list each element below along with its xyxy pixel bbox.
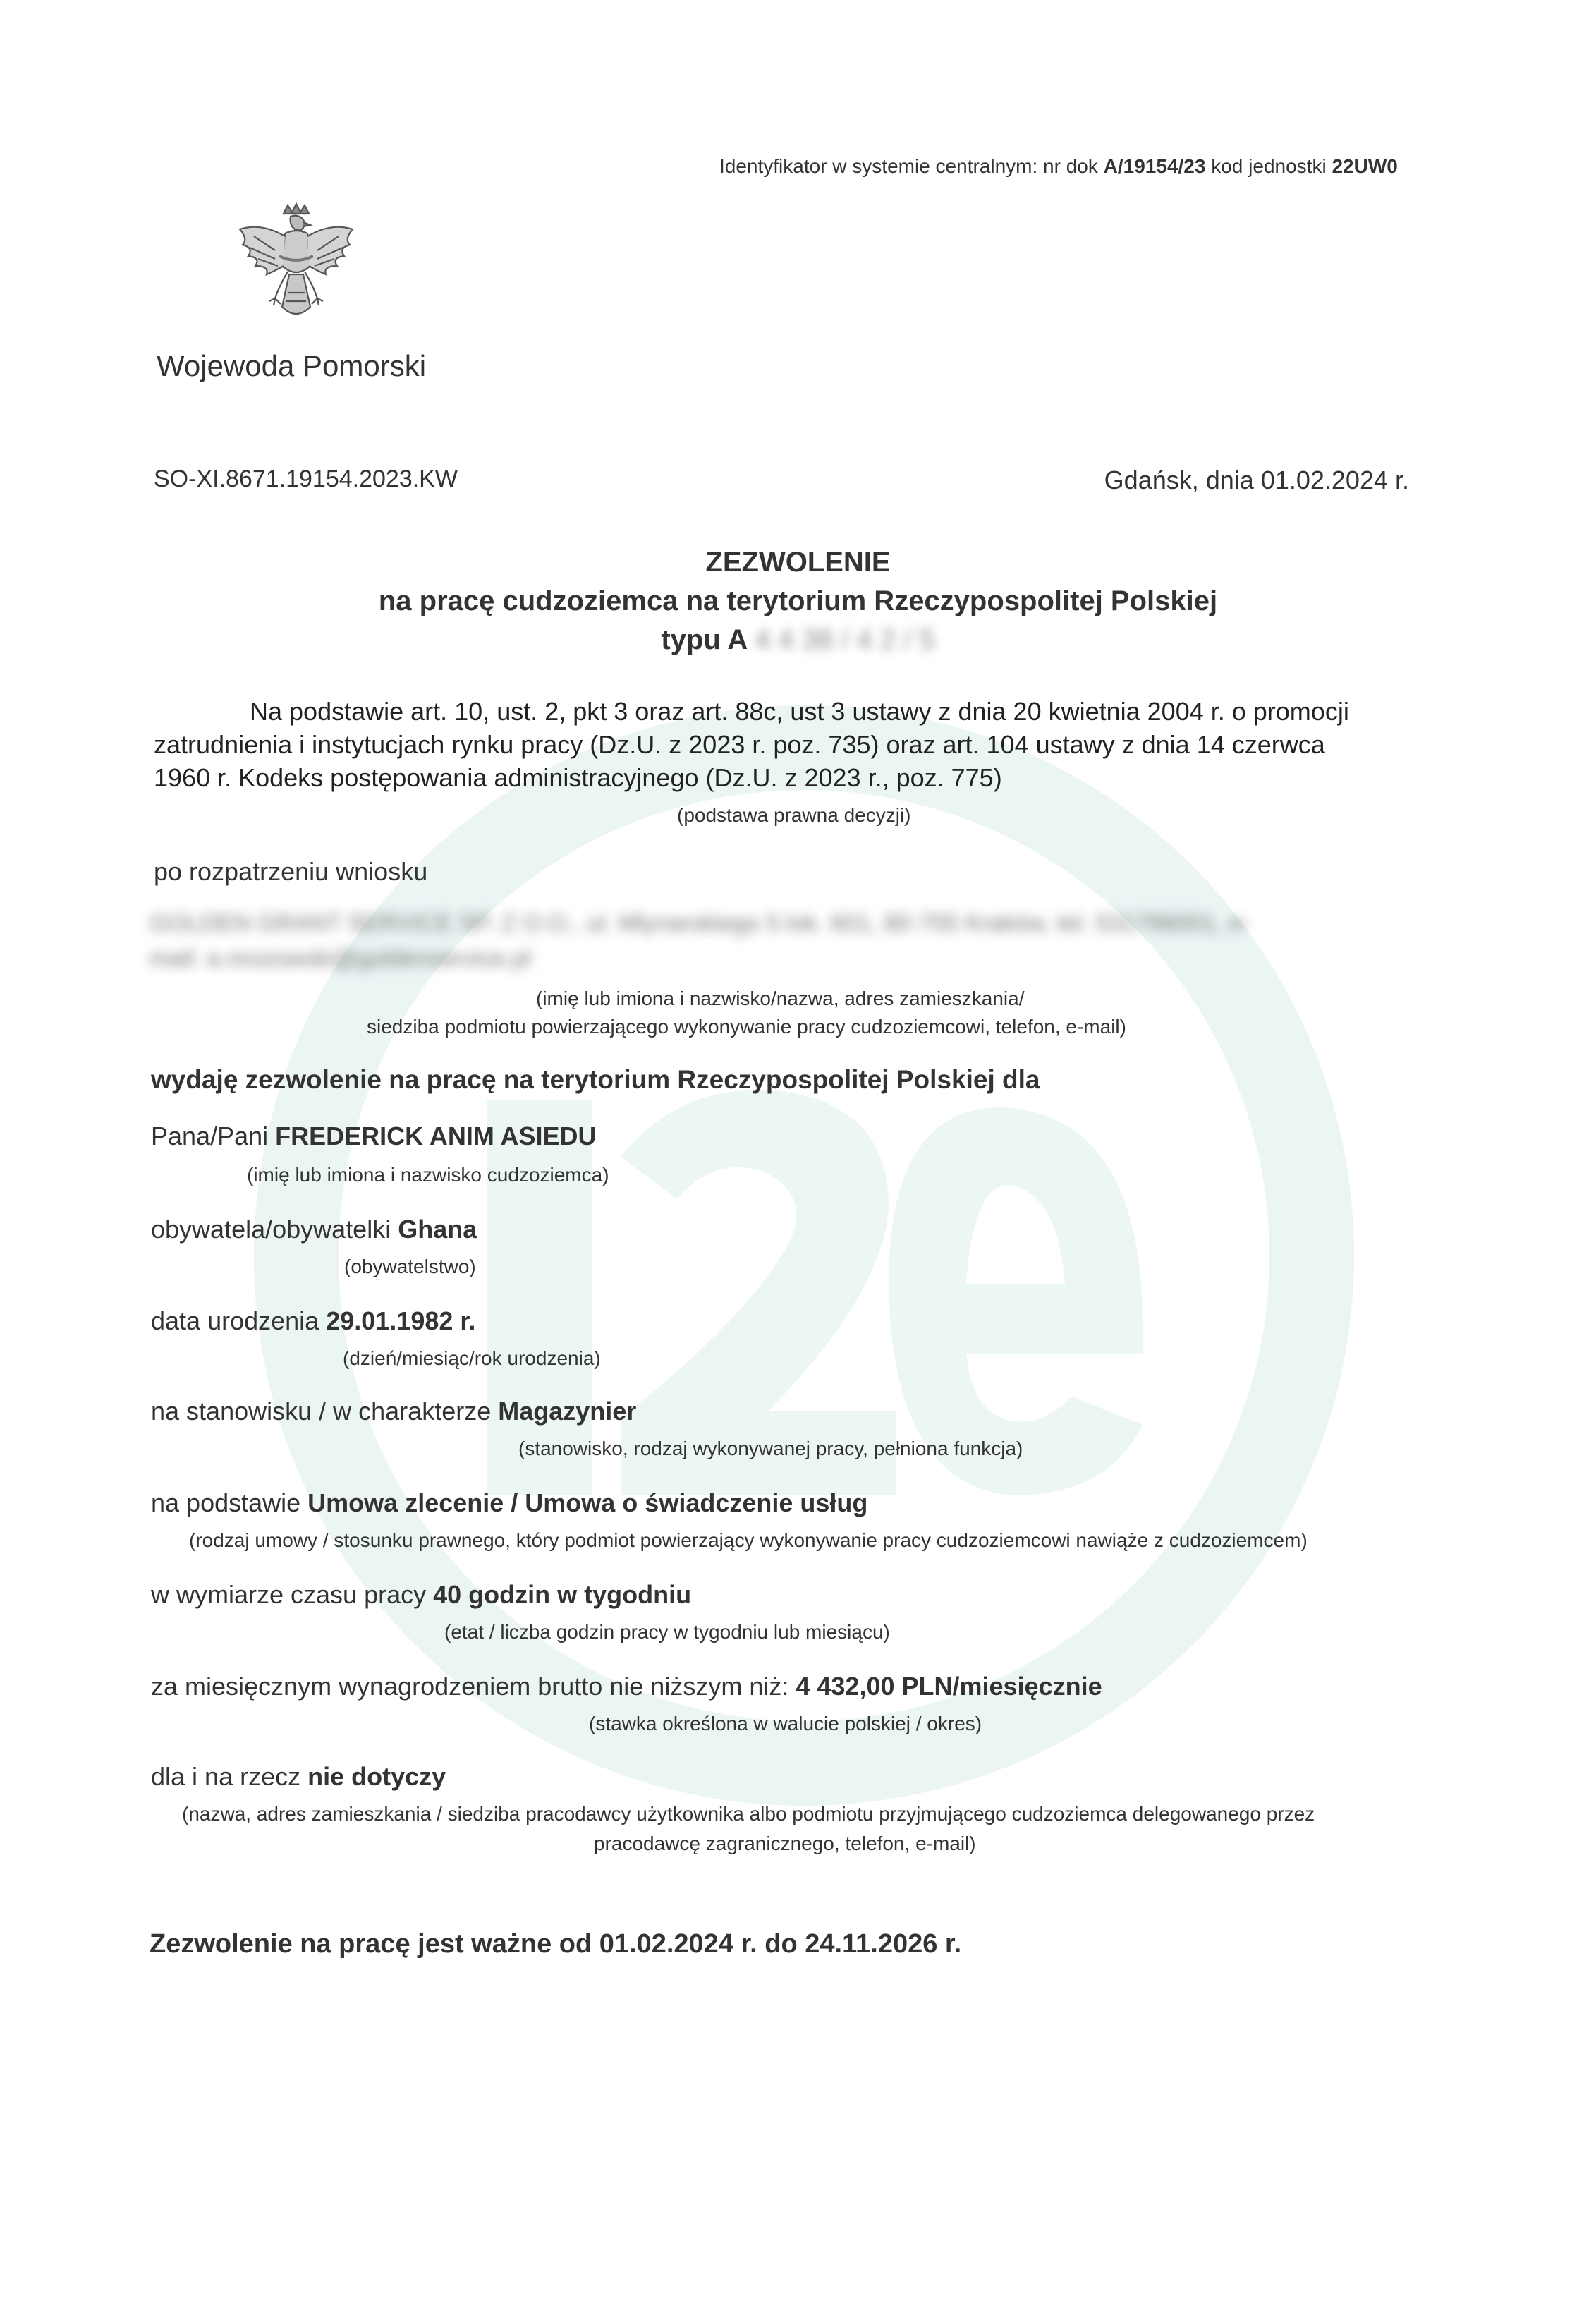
system-id-label: Identyfikator w systemie centralnym: nr dok xyxy=(719,155,1098,177)
validity-statement: Zezwolenie na pracę jest ważne od 01.02.2024 r. do 24.11.2026 r. xyxy=(150,1929,962,1959)
legal-basis-line: Na podstawie art. 10, ust. 2, pkt 3 oraz art. 88c, ust 3 ustawy z dnia 20 kwietnia 2004 r. o promocji xyxy=(250,697,1349,726)
system-identifier xyxy=(719,155,1398,178)
birth-date-value: 29.01.1982 r. xyxy=(326,1306,476,1335)
redacted-applicant-line: GOLDEN GRANT SERVICE SP. Z O.O., ul. Mlynarskiego 5 lok. 601, 80-755 Kraków, tel. 531796001, e- xyxy=(150,910,1250,937)
contract-value: Umowa zlecenie / Umowa o świadczenie usług xyxy=(307,1488,868,1517)
document-subtitle: na pracę cudzoziemca na terytorium Rzeczypospolitej Polskiej xyxy=(378,585,1218,616)
field-prefix: Pana/Pani xyxy=(151,1122,269,1150)
field-caption: (stawka określona w walucie polskiej / okres) xyxy=(589,1713,982,1734)
field-prefix: na stanowisku / w charakterze xyxy=(151,1397,492,1426)
field-caption: (obywatelstwo) xyxy=(344,1256,476,1277)
field-prefix: data urodzenia xyxy=(151,1306,319,1335)
legal-basis-line: 1960 r. Kodeks postępowania administracyjnego (Dz.U. z 2023 r., poz. 775) xyxy=(154,763,1002,792)
reference-number: SO-XI.8671.19154.2023.KW xyxy=(154,466,458,492)
field-caption: (imię lub imiona i nazwisko cudzoziemca) xyxy=(247,1164,609,1186)
field-caption: (etat / liczba godzin pracy w tygodniu lub miesiącu) xyxy=(444,1621,890,1643)
applicant-caption: (imię lub imiona i nazwisko/nazwa, adres zamieszkania/ xyxy=(536,988,1025,1009)
field-prefix: dla i na rzecz xyxy=(151,1762,301,1791)
polish-eagle-emblem xyxy=(233,201,360,342)
field-prefix: za miesięcznym wynagrodzeniem brutto nie niższym niż: xyxy=(151,1672,789,1701)
field-salary xyxy=(151,1672,1102,1701)
employer-value: nie dotyczy xyxy=(307,1762,446,1791)
foreigner-name: FREDERICK ANIM ASIEDU xyxy=(275,1122,597,1150)
redacted-permit-number: 4 4 38 / 4 2 / 5 xyxy=(754,624,935,655)
applicant-label: po rozpatrzeniu wniosku xyxy=(154,857,428,886)
issuing-authority: Wojewoda Pomorski xyxy=(157,349,427,382)
salary-value: 4 432,00 PLN/miesięcznie xyxy=(796,1672,1102,1701)
field-prefix: w wymiarze czasu pracy xyxy=(151,1580,427,1609)
field-caption: (stanowisko, rodzaj wykonywanej pracy, pełniona funkcja) xyxy=(518,1438,1023,1459)
unit-label: kod jednostki xyxy=(1211,155,1327,177)
legal-basis xyxy=(154,695,1466,794)
grant-statement: wydaję zezwolenie na pracę na terytorium Rzeczypospolitej Polskiej dla xyxy=(151,1065,1040,1094)
applicant-caption: siedziba podmiotu powierzającego wykonywanie pracy cudzoziemcowi, telefon, e-mail) xyxy=(367,1016,1126,1038)
unit-code: 22UW0 xyxy=(1332,155,1398,177)
field-position xyxy=(151,1397,636,1426)
document-title: ZEZWOLENIE xyxy=(705,547,891,578)
field-contract xyxy=(151,1488,867,1518)
field-prefix: obywatela/obywatelki xyxy=(151,1215,391,1244)
field-citizenship xyxy=(151,1215,477,1244)
field-caption: (rodzaj umowy / stosunku prawnego, który podmiot powierzający wykonywanie pracy cudzoziemcowi nawiąże z cudzoziemcem) xyxy=(189,1529,1308,1551)
field-caption: (dzień/miesiąc/rok urodzenia) xyxy=(343,1347,601,1369)
field-prefix: na podstawie xyxy=(151,1488,301,1517)
field-birth-date xyxy=(151,1306,475,1336)
permit-type xyxy=(0,624,1596,656)
document-number: A/19154/23 xyxy=(1103,155,1206,177)
permit-type-label: typu A xyxy=(661,624,747,655)
field-hours xyxy=(151,1580,691,1610)
field-caption: pracodawcę zagranicznego, telefon, e-mail) xyxy=(594,1833,976,1854)
field-employer xyxy=(151,1762,446,1792)
hours-value: 40 godzin w tygodniu xyxy=(433,1580,692,1609)
place-and-date: Gdańsk, dnia 01.02.2024 r. xyxy=(1104,466,1409,494)
legal-basis-line: zatrudnienia i instytucjach rynku pracy (Dz.U. z 2023 r. poz. 735) oraz art. 104 ustawy z dnia 14 czerwca xyxy=(154,730,1325,759)
citizenship-value: Ghana xyxy=(398,1215,477,1244)
field-name xyxy=(151,1122,597,1151)
position-value: Magazynier xyxy=(498,1397,637,1426)
field-caption: (nazwa, adres zamieszkania / siedziba pracodawcy użytkownika albo podmiotu przyjmującego cudzoziemca delegowanego przez xyxy=(182,1803,1315,1825)
legal-basis-caption: (podstawa prawna decyzji) xyxy=(677,804,911,826)
redacted-applicant-line: mail: a.nrozowski@goldenservice.pl xyxy=(150,945,531,972)
